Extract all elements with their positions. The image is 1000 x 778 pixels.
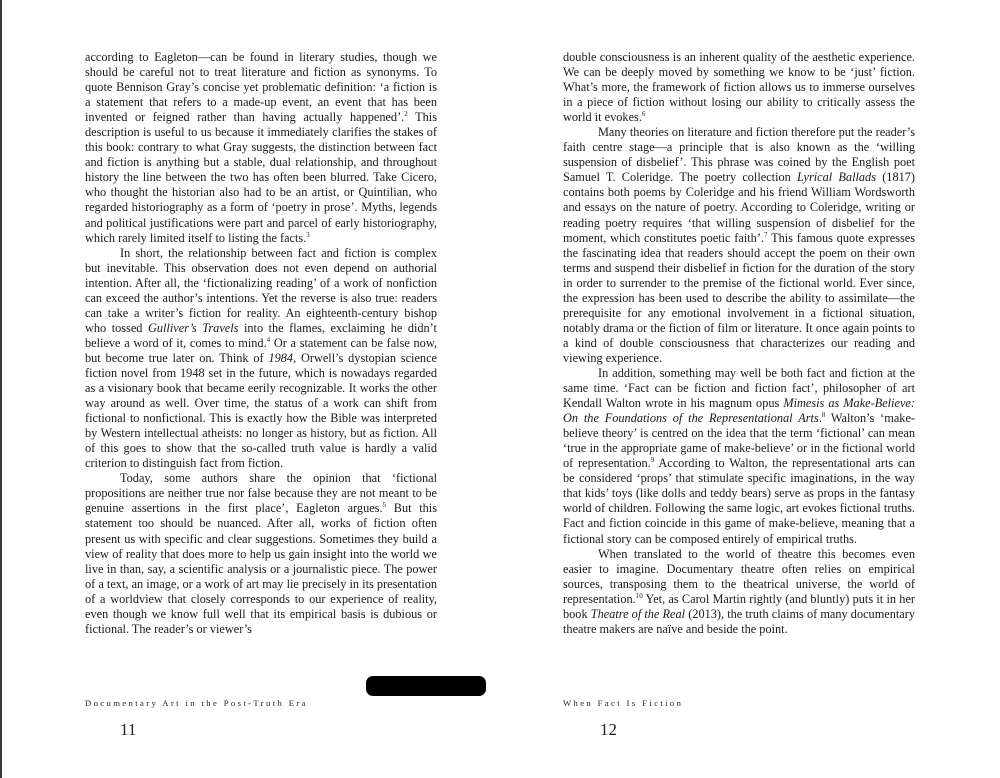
right-page-body: [563, 50, 915, 637]
paragraph: according to Eagleton—can be found in literary studies, though we should be careful not to treat literature and fiction as synonyms. To quote Bennison Gray’s concise yet problematic definition: ‘a fiction is a statement that refers to a made-up event, an event that has been invented or feigned rather than having actually happened’.$^2$ This description is useful to us because it immediately clarifies the stakes of this book: contrary to what Gray suggests, the distinction between fact and fiction is anything but a stable, dual relationship, and throughout history the line between the two has often been blurred. Take Cicero, who thought the historian also had to be an artist, or Quintilian, who regarded historiography as a form of ‘poetry in prose’. Myths, legends and political justifications were part and parcel of early historiography, which rarely limited itself to listing the facts.$^3$: [85, 50, 437, 245]
paragraph: Many theories on literature and fiction therefore put the reader’s faith centre stage—a principle that is also known as the ‘willing suspension of disbelief’. This phrase was coined by the English poet Samuel T. Coleridge. The poetry collection Lyrical Ballads (1817) contains both poems by Coleridge and his friend William Wordsworth and essays on the nature of poetry. According to Coleridge, writing or reading poetry requires ‘that willing suspension of disbelief for the moment, which constitutes poetic faith’.$^7$ This famous quote expresses the fascinating idea that readers should accept the poem on their own terms and suspend their disbelief in fiction for the duration of the story in order to surrender to the premise of the fictional world. Ever since, the expression has been used to describe the ability to assimilate—the prerequisite for any emotional involvement in a fictional situation, notably drama or the fiction of film or literature. It once again points to a kind of double consciousness that characterizes our reading and viewing experience.: [563, 125, 915, 365]
paragraph: In addition, something may well be both fact and fiction at the same time. ‘Fact can be fiction and fiction fact’, philosopher of art Kendall Walton wrote in his magnum opus Mimesis as Make-Believe: On the Foundations of the Representational Arts.$^8$ Walton’s ‘make-believe theory’ is centred on the idea that the term ‘fictional’ can mean ‘true in the appropriate game of make-believe’ or in the fictional world of representation.$^9$ According to Walton, the representational arts can be considered ‘props’ that stimulate specific imaginations, in the way that kids’ toys (like dolls and teddy bears) serve as props in the fantasy world of children. Following the same logic, art evokes fictional truths. Fact and fiction coincide in this game of make-believe, meaning that a fictional story can be composed entirely of empirical truths.: [563, 365, 915, 546]
right-page-number: 12: [600, 720, 617, 739]
right-running-head: When Fact Is Fiction: [563, 698, 684, 708]
left-page-body: [85, 50, 437, 637]
paragraph: Today, some authors share the opinion that ‘fictional propositions are neither true nor false because they are not meant to be genuine assertions in the first place’, Eagleton argues.$^5$ But this statement too should be nuanced. After all, works of fiction often present us with specific and clear suggestions. Sometimes they build a view of reality that does more to help us gain insight into the world we live in than, say, a scientific analysis or a journalistic piece. The power of a text, an image, or a work of art may lie precisely in its presentation of a worldview that closely corresponds to our experience of reality, even though we know full well that its empirical basis is dubious or fictional. The reader’s or viewer’s: [85, 471, 437, 636]
left-page-number: 11: [120, 720, 137, 739]
left-running-head: Documentary Art in the Post-Truth Era: [85, 698, 308, 708]
paragraph: When translated to the world of theatre this becomes even easier to imagine. Documentary theatre often relies on empirical sources, transposing them to the theatrical universe, the world of representation.$^{10}$ Yet, as Carol Martin rightly (and bluntly) puts it in her book Theatre of the Real (2013), the truth claims of many documentary theatre makers are naïve and beside the point.: [563, 546, 915, 636]
book-gutter-edge: [0, 0, 2, 778]
redaction-bar: [366, 676, 486, 696]
paragraph: double consciousness is an inherent quality of the aesthetic experience. We can be deeply moved by something we know to be ‘just’ fiction. What’s more, the framework of fiction allows us to immerse ourselves in a piece of fiction without losing our ability to critically assess the world it evokes.$^6$: [563, 50, 915, 125]
paragraph: In short, the relationship between fact and fiction is complex but inevitable. This observation does not even depend on authorial intention. After all, the ‘fictionalizing reading’ of a work of nonfiction can exceed the author’s intentions. Yet the reverse is also true: readers can take a writer’s fiction for reality. An eighteenth-century bishop who tossed Gulliver’s Travels into the flames, exclaiming he didn’t believe a word of it, comes to mind.$^4$ Or a statement can be false now, but become true later on. Think of 1984, Orwell’s dystopian science fiction novel from 1948 set in the future, which is nowadays regarded as a visionary book that became eerily recognizable. It works the other way around as well. Over time, the status of a work can shift from fictional to nonfictional. This is exactly how the Bible was interpreted by Western intellectual atheists: no longer as history, but as fiction. All of this goes to show that the so-called truth value is hardly a valid criterion to distinguish fact from fiction.: [85, 245, 437, 471]
